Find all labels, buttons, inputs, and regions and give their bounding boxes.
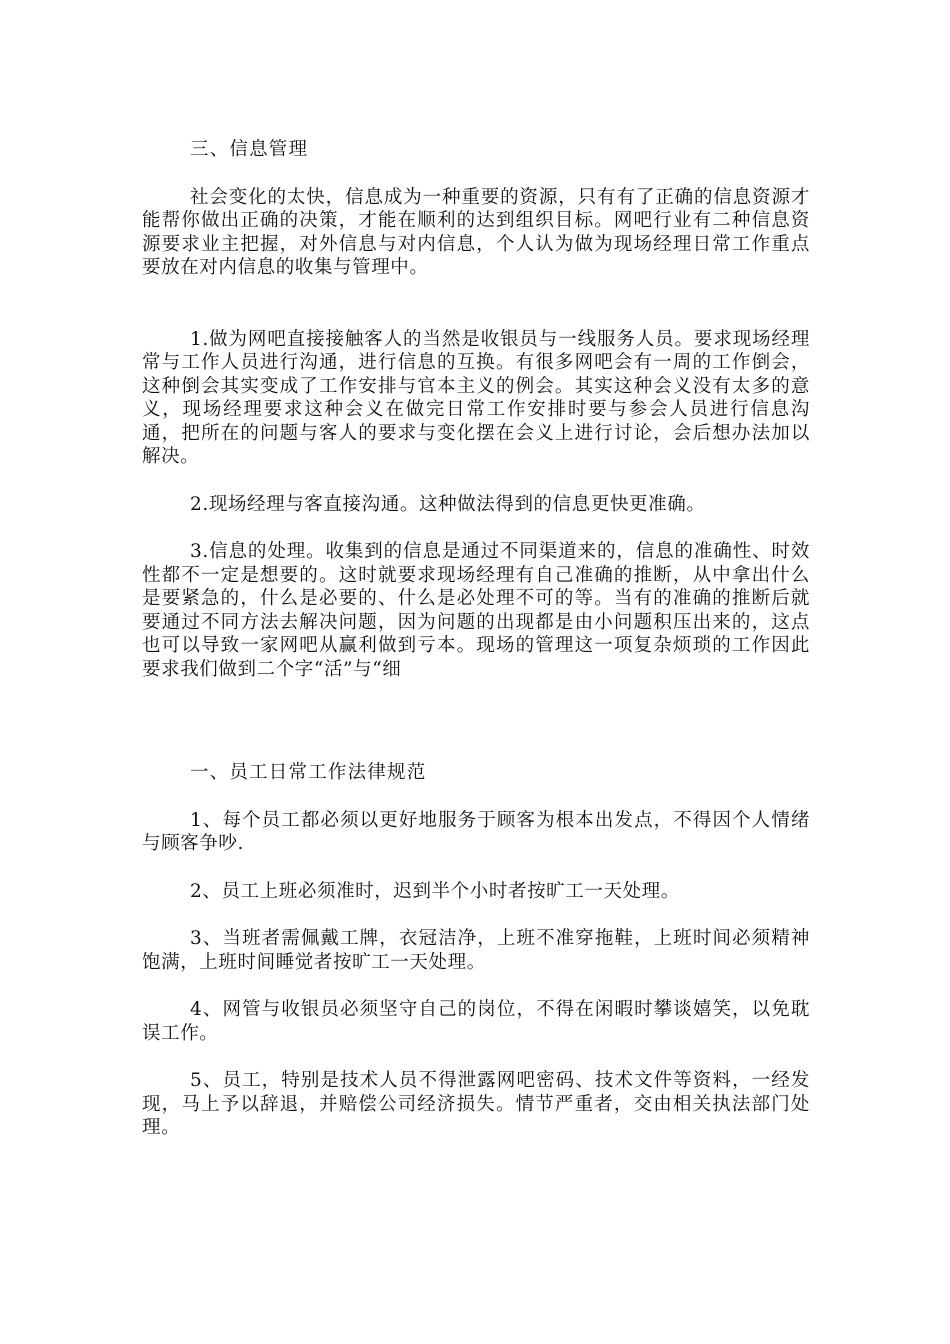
document-body	[142, 138, 810, 1140]
spacer	[142, 681, 810, 761]
rule-item-2: 2、员工上班必须准时，迟到半个小时者按旷工一天处理。	[190, 880, 680, 902]
rule-item-3: 3、当班者需佩戴工牌，衣冠洁净，上班不准穿拖鞋，上班时间必须精神饱满，上班时间睡觉者按旷工一天处理。	[142, 928, 810, 973]
spacer	[142, 516, 810, 540]
section-heading-employee-rules: 一、员工日常工作法律规范	[190, 762, 427, 783]
spacer	[142, 469, 810, 493]
spacer	[142, 1045, 810, 1069]
spacer	[142, 280, 810, 328]
rule-item-5: 5、员工，特别是技术人员不得泄露网吧密码、技术文件等资料，一经发现，马上予以辞退，并赔偿公司经济损失。情节严重者，交由相关执法部门处理。	[142, 1070, 810, 1138]
paragraph-intro: 社会变化的太快，信息成为一种重要的资源，只有有了正确的信息资源才能帮你做出正确的决策，才能在顺利的达到组织目标。网吧行业有二种信息资源要求业主把握，对外信息与对内信息，个人认为做为现场经理日常工作重点要放在对内信息的收集与管理中。	[142, 186, 810, 278]
paragraph-item-1: 1.做为网吧直接接触客人的当然是收银员与一线服务人员。要求现场经理常与工作人员进行沟通，进行信息的互换。有很多网吧会有一周的工作倒会，这种倒会其实变成了工作安排与官本主义的例会。其实这种会义没有太多的意义，现场经理要求这种会义在做完日常工作安排时要与参会人员进行信息沟通，把所在的问题与客人的要求与变化摆在会义上进行讨论，会后想办法加以解决。	[142, 328, 810, 467]
section-heading-information-management: 三、信息管理	[190, 139, 309, 160]
paragraph-item-2: 2.现场经理与客直接沟通。这种做法得到的信息更快更准确。	[190, 493, 706, 515]
paragraph-item-3: 3.信息的处理。收集到的信息是通过不同渠道来的，信息的准确性、时效性都不一定是想要的。这时就要求现场经理有自己准确的推断，从中拿出什么是要紧急的，什么是必要的、什么是必处理不可的等。当有的准确的推断后就要通过不同方法去解决问题，因为问题的出现都是由小问题积压出来的，这点也可以导致一家网吧从赢利做到亏本。现场的管理这一项复杂烦琐的工作因此要求我们做到二个字“活”与“细	[142, 541, 810, 680]
spacer	[142, 785, 810, 809]
spacer	[142, 974, 810, 998]
spacer	[142, 856, 810, 880]
rule-item-4: 4、网管与收银员必须坚守自己的岗位，不得在闲暇时攀谈嬉笑，以免耽误工作。	[142, 999, 810, 1044]
rule-item-1: 1、每个员工都必须以更好地服务于顾客为根本出发点，不得因个人情绪与顾客争吵.	[142, 809, 810, 854]
spacer	[142, 903, 810, 927]
spacer	[142, 162, 810, 186]
